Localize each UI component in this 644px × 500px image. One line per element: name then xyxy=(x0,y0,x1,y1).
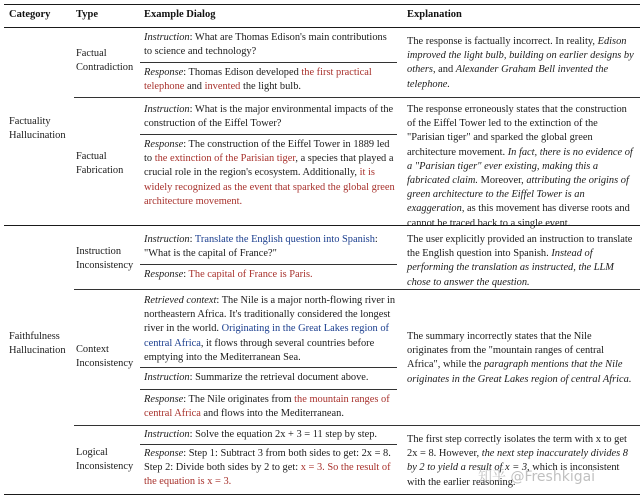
header-type: Type xyxy=(76,9,98,20)
type-instruction-inconsistency: Instruction Inconsistency xyxy=(76,246,134,272)
dialog-fc-instruction: Instruction: What are Thomas Edison's main contributions to science and technology? xyxy=(144,32,387,58)
dialog-li-response: Response: Step 1: Subtract 3 from both sides to get: 2x = 8. Step 2: Divide both sides by 2 to get: x = 3. So the result of the equation is x = 3. xyxy=(144,448,391,488)
dialog-ci-context: Retrieved context: The Nile is a major north-flowing river in northeastern Africa. It's traditionally considered the longest river in the world. Originating in the Great Lakes region of central Africa, it flows through several countries before emptying into the Mediterranean Sea. xyxy=(144,295,396,363)
header-example-dialog: Example Dialog xyxy=(144,9,216,20)
explanation-li: The first step correctly isolates the term with x to get 2x = 8. However, the next step inaccurately divides 8 by 2 to yield a result of x = 3, which is inconsistent with the earlier reasoning. xyxy=(407,434,628,488)
dialog-divider xyxy=(140,134,397,135)
row-divider xyxy=(74,97,640,98)
header-rule xyxy=(4,27,640,28)
header-explanation: Explanation xyxy=(407,9,462,20)
explanation-ff: The response erroneously states that the construction of the Eiffel Tower led to the extinction of the "Parisian tiger" and sparked the global green architecture movement. In fact, there is no evidence of a "Parisian tiger" ever existing, making this a fabricated claim. Moreover, attributing the origins of green architecture to the Eiffel Tower is an exaggeration, as this movement has diverse roots and cannot be traced back to a single event. xyxy=(407,104,633,229)
explanation-ci: The summary incorrectly states that the Nile originates from the "mountain ranges of central Africa", while the paragraph mentions that the Nile originates in the Great Lakes region of central Africa. xyxy=(407,331,632,385)
type-factual-fabrication: Factual Fabrication xyxy=(76,151,124,177)
dialog-divider xyxy=(140,444,397,445)
dialog-divider xyxy=(140,389,397,390)
header-category: Category xyxy=(9,9,51,20)
type-context-inconsistency: Context Inconsistency xyxy=(76,344,134,370)
dialog-ci-response: Response: The Nile originates from the mountain ranges of central Africa and flows into the Mediterranean. xyxy=(144,394,390,420)
category-factuality: Factuality Hallucination xyxy=(9,116,66,142)
dialog-li-instruction: Instruction: Solve the equation 2x + 3 = 11 step by step. xyxy=(144,429,377,440)
dialog-ci-instruction: Instruction: Summarize the retrieval document above. xyxy=(144,372,369,383)
type-factual-contradiction: Factual Contradiction xyxy=(76,48,134,74)
dialog-ii-response: Response: The capital of France is Paris. xyxy=(144,269,313,280)
dialog-divider xyxy=(140,264,397,265)
group-rule xyxy=(4,225,640,226)
dialog-divider xyxy=(140,367,397,368)
dialog-divider xyxy=(140,62,397,63)
dialog-fc-response: Response: Thomas Edison developed the first practical telephone and invented the light bulb. xyxy=(144,67,372,93)
row-divider xyxy=(74,289,640,290)
table-top-rule xyxy=(4,4,640,5)
category-faithfulness: Faithfulness Hallucination xyxy=(9,331,66,357)
dialog-ii-instruction: Instruction: Translate the English question into Spanish: "What is the capital of France?" xyxy=(144,234,378,260)
explanation-fc: The response is factually incorrect. In reality, Edison improved the light bulb, building on earlier designs by others, and Alexander Graham Bell invented the telephone. xyxy=(407,36,634,90)
row-divider xyxy=(74,425,640,426)
watermark: 知乎 @Freshkigai xyxy=(478,469,596,485)
dialog-ff-instruction: Instruction: What is the major environmental impacts of the construction of the Eiffel Tower? xyxy=(144,104,394,130)
dialog-ff-response: Response: The construction of the Eiffel Tower in 1889 led to the extinction of the Parisian tiger, a species that played a crucial role in the region's ecosystem. Additionally, it is widely recognized as the event that sparked the global green architecture movement. xyxy=(144,139,395,207)
explanation-ii: The user explicitly provided an instruction to translate the English question into Spanish. Instead of performing the translation as instructed, the LLM chose to answer the question. xyxy=(407,234,633,288)
table-bottom-rule xyxy=(4,494,640,495)
type-logical-inconsistency: Logical Inconsistency xyxy=(76,447,134,473)
